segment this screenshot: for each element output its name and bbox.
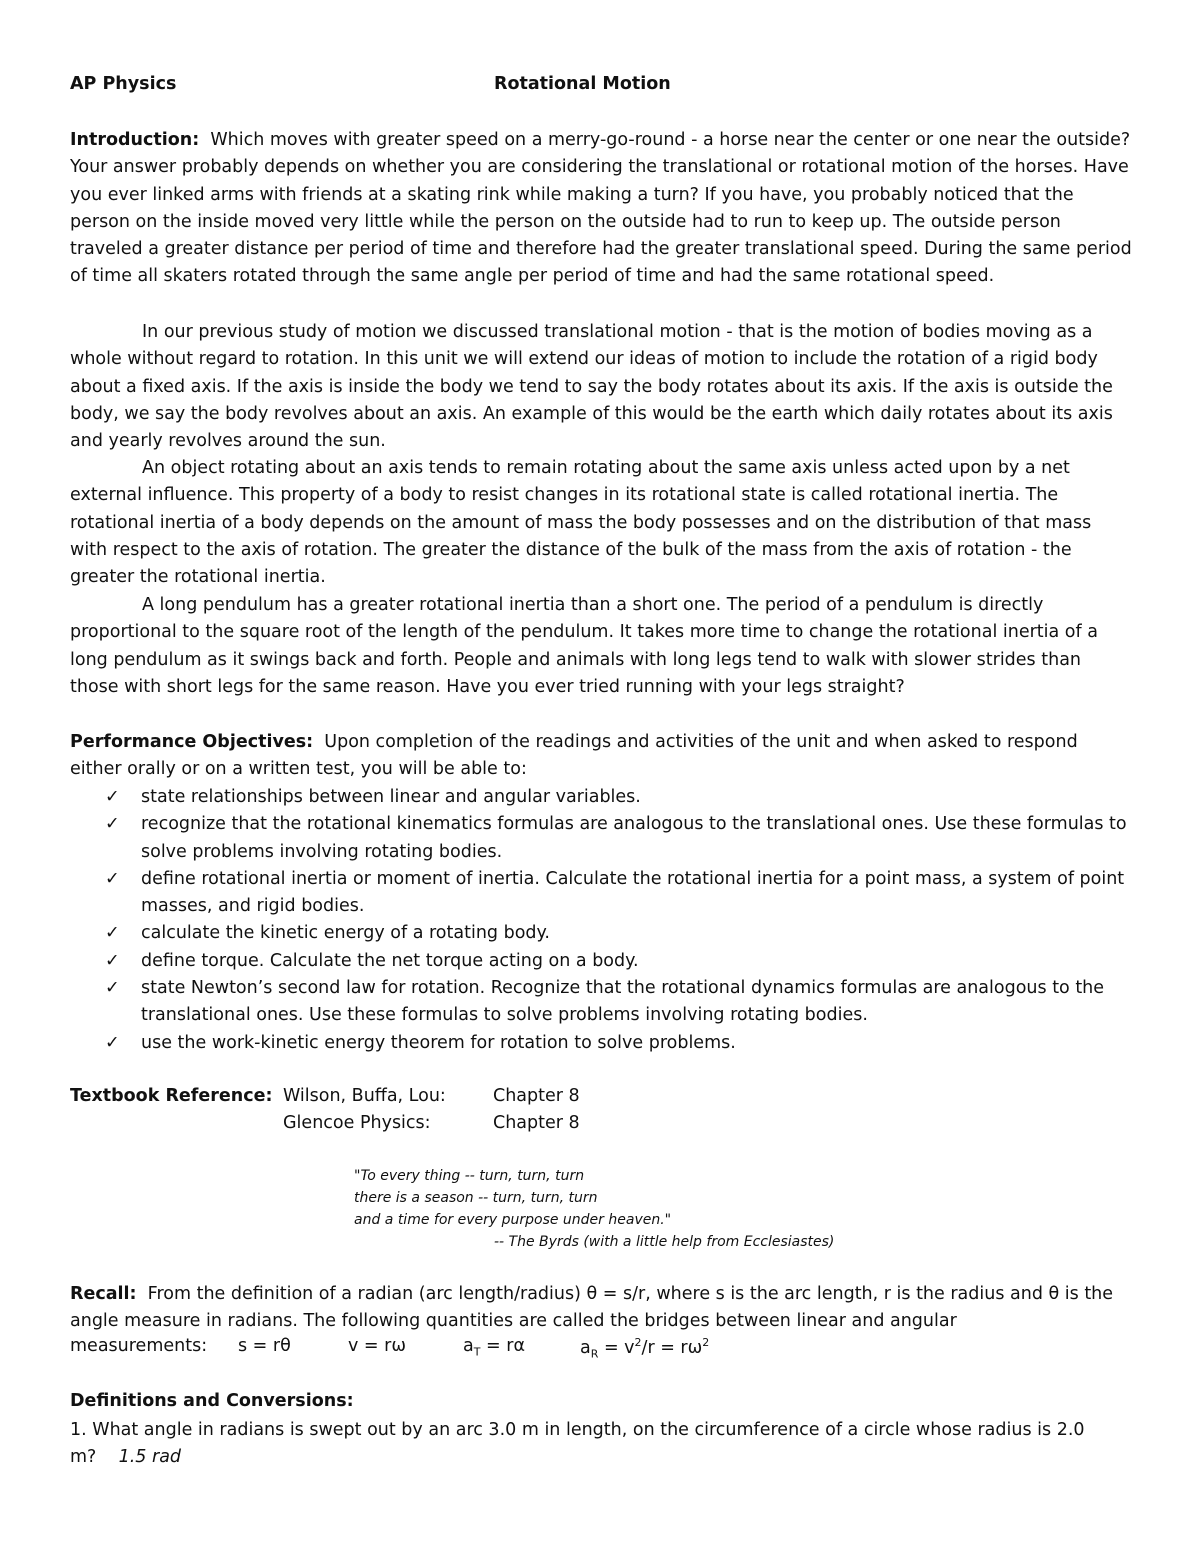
checkmark-icon: ✓ <box>105 1032 120 1053</box>
textbook-row-1-chapter: Chapter 8 <box>493 1086 580 1106</box>
checkmark-icon: ✓ <box>105 923 120 944</box>
objective-item: ✓ define rotational inertia or moment of inertia. Calculate the rotational inertia for a point mass, a system of point masses, and rigid bodies. <box>100 866 1132 921</box>
intro-paragraph-3: An object rotating about an axis tends to remain rotating about the same axis unless acted upon by a net external influence. This property of a body to resist changes in its rotational state is called rotational inertia. The rotational inertia of a body depends on the amount of mass the body possesses and on the distribution of that mass with respect to the axis of rotation. The greater the distance of the bulk of the mass from the axis of rotation - the greater the rotational inertia. <box>70 458 1092 588</box>
question-1-text: 1. What angle in radians is swept out by an arc 3.0 m in length, on the circumference of a circle whose radius is 2.0 m? <box>70 1420 1085 1468</box>
objective-item: ✓ state Newton’s second law for rotation. Recognize that the rotational dynamics formulas are analogous to the translational ones. Use these formulas to solve problems involving rotating bodies. <box>100 975 1132 1030</box>
equation-linear-velocity: v = rω <box>348 1336 406 1356</box>
checkmark-icon: ✓ <box>105 868 120 889</box>
objective-item: ✓ define torque. Calculate the net torque acting on a body. <box>100 948 1132 975</box>
objective-item: ✓ calculate the kinetic energy of a rotating body. <box>100 920 1132 947</box>
course-heading: AP Physics <box>70 74 177 94</box>
objectives-list <box>100 784 1132 1057</box>
equation-radial-acceleration: $a_R = v^2/r = r\omega^2$ <box>580 1336 710 1361</box>
recall-label: Recall: <box>70 1284 137 1304</box>
intro-paragraph-4: A long pendulum has a greater rotational inertia than a short one. The period of a pendulum is directly proportional to the square root of the length of the pendulum. It takes more time to change the rotational inertia of a long pendulum as it swings back and forth. People and animals with long legs tend to walk with slower strides than those with short legs for the same reason. Have you ever tried running with your legs straight? <box>70 595 1098 697</box>
intro-paragraph-1 <box>70 127 1132 291</box>
page-title: Rotational Motion <box>494 74 671 94</box>
equation-tangential-acceleration: $a_T = r\alpha$ <box>463 1336 525 1359</box>
checkmark-icon: ✓ <box>105 978 120 999</box>
checkmark-icon: ✓ <box>105 787 120 807</box>
objective-item: ✓ recognize that the rotational kinematics formulas are analogous to the translational ones. Use these formulas to solve problems involving rotating bodies. <box>100 811 1132 866</box>
recall-paragraph <box>70 1281 1132 1336</box>
quote-line: there is a season -- turn, turn, turn <box>354 1190 598 1206</box>
quote-line: "To every thing -- turn, turn, turn <box>354 1168 585 1184</box>
intro-paragraph-2: In our previous study of motion we discussed translational motion - that is the motion of bodies moving as a whole without regard to rotation. In this unit we will extend our ideas of motion to include the rotation of a rigid body about a fixed axis. If the axis is inside the body we tend to say the body rotates about its axis. If the axis is outside the body, we say the body revolves about an axis. An example of this would be the earth which daily rotates about its axis and yearly revolves around the sun. <box>70 322 1113 452</box>
textbook-row-1-book: Wilson, Buffa, Lou: <box>283 1086 446 1106</box>
objectives-intro: Upon completion of the readings and activities of the unit and when asked to respond either orally or on a written test, you will be able to: <box>70 732 1078 780</box>
quote-attribution: -- The Byrds (with a little help from Ecclesiastes) <box>494 1234 835 1250</box>
quote-line: and a time for every purpose under heaven." <box>354 1212 672 1228</box>
objective-item: ✓ use the work-kinetic energy theorem for rotation to solve problems. <box>100 1030 1132 1057</box>
intro-text-1: Which moves with greater speed on a merry-go-round - a horse near the center or one near the outside? Your answer probably depends on whether you are considering the translational or rotational motion of the horses. Have you ever linked arms with friends at a skating rink while making a turn? If you have, you probably noticed that the person on the inside moved very little while the person on the outside had to run to keep up. The outside person traveled a greater distance per period of time and therefore had the greater translational speed. During the same period of time all skaters rotated through the same angle per period of time and had the same rotational speed. <box>70 130 1132 287</box>
objectives-paragraph <box>70 729 1132 784</box>
checkmark-icon: ✓ <box>105 814 120 835</box>
answer-1: 1.5 rad <box>118 1447 182 1468</box>
introduction-label: Introduction: <box>70 130 200 150</box>
checkmark-icon: ✓ <box>105 950 120 971</box>
textbook-row-2-chapter: Chapter 8 <box>493 1113 580 1133</box>
objectives-label: Performance Objectives: <box>70 732 314 752</box>
song-quote <box>354 1165 834 1253</box>
equation-arc-length: s = rθ <box>238 1336 291 1356</box>
textbook-label: Textbook Reference: <box>70 1086 273 1106</box>
recall-lead: measurements: <box>70 1336 208 1356</box>
objective-item: ✓ state relationships between linear and angular variables. <box>100 784 1132 811</box>
question-1 <box>70 1417 1132 1472</box>
recall-text: From the definition of a radian (arc length/radius) θ = s/r, where s is the arc length, r is the radius and θ is the angle measure in radians. The following quantities are called the bridges between linear and angular <box>70 1284 1114 1332</box>
textbook-row-2-book: Glencoe Physics: <box>283 1113 431 1133</box>
definitions-label: Definitions and Conversions: <box>70 1391 354 1411</box>
